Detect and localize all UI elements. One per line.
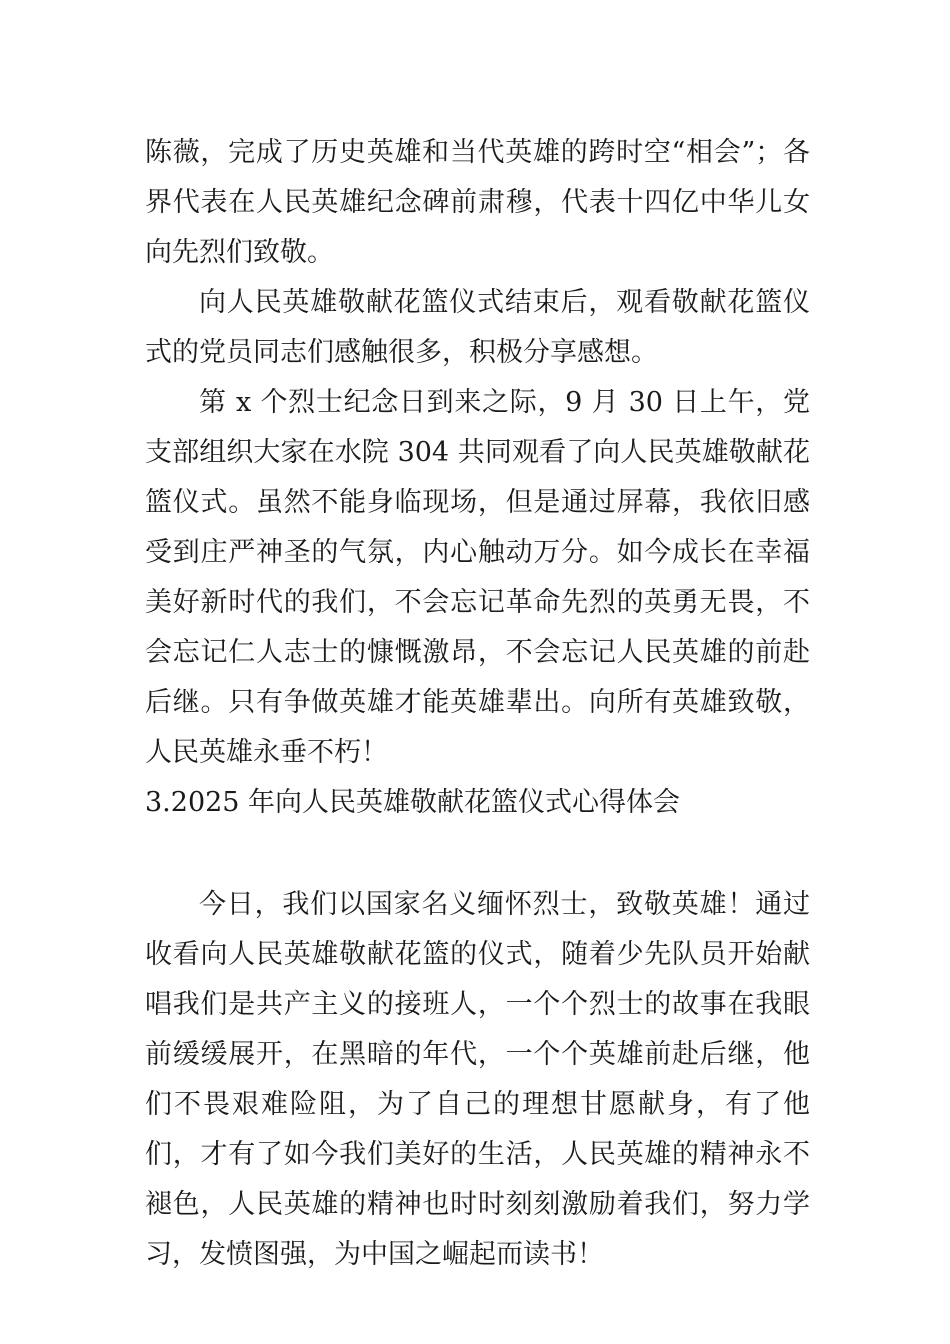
blank-line xyxy=(145,828,810,878)
paragraph-martyrs-day: 第 x 个烈士纪念日到来之际，9 月 30 日上午，党支部组织大家在水院 304 共同观看了向人民英雄敬献花篮仪式。虽然不能身临现场，但是通过屏幕，我依旧感受到庄严神圣的气氛，内心触动万分。如今成长在幸福美好新时代的我们，不会忘记革命先烈的英勇无畏，不会忘记仁人志士的慷慨激昂，不会忘记人民英雄的前赴后继。只有争做英雄才能英雄辈出。向所有英雄致敬，人民英雄永垂不朽！ xyxy=(145,387,810,768)
paragraph-reflection: 今日，我们以国家名义缅怀烈士，致敬英雄！通过收看向人民英雄敬献花篮的仪式，随着少先队员开始献唱我们是共产主义的接班人，一个个烈士的故事在我眼前缓缓展开，在黑暗的年代，一个个英雄前赴后继，他们不畏艰难险阻，为了自己的理想甘愿献身，有了他们，才有了如今我们美好的生活，人民英雄的精神永不褪色，人民英雄的精神也时时刻刻激励着我们，努力学习，发愤图强，为中国之崛起而读书！ xyxy=(145,889,810,1270)
section-heading: 3.2025 年向人民英雄敬献花篮仪式心得体会 xyxy=(145,787,681,818)
document-body xyxy=(145,128,810,1280)
paragraph-continuation: 陈薇，完成了历史英雄和当代英雄的跨时空“相会”；各界代表在人民英雄纪念碑前肃穆，代表十四亿中华儿女向先烈们致敬。 xyxy=(145,137,810,268)
paragraph-ceremony-end: 向人民英雄敬献花篮仪式结束后，观看敬献花篮仪式的党员同志们感触很多，积极分享感想。 xyxy=(145,287,810,368)
